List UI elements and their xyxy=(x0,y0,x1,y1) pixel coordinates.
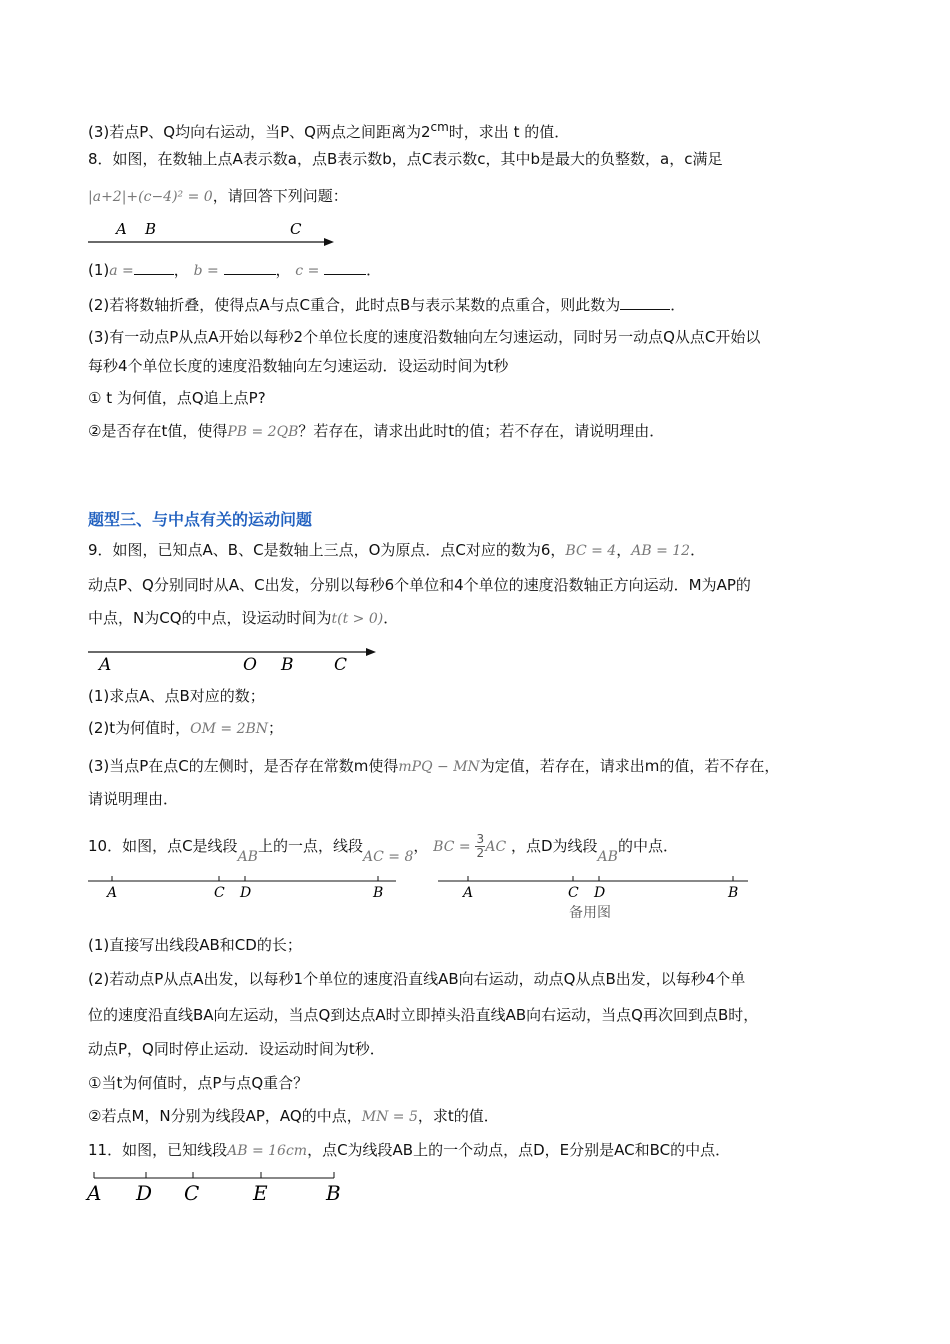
q11-label-d: D xyxy=(136,1181,153,1205)
q9-label-o: O xyxy=(243,655,257,675)
q8-blank-b[interactable] xyxy=(224,259,276,275)
q10-sub1: ①当t为何值时，点P与点Q重合？ xyxy=(88,1074,309,1092)
q8-part1: (1)a = ， b = ， c = ． xyxy=(88,261,382,279)
q8-blank-fold[interactable] xyxy=(620,294,670,310)
q11-label-a: A xyxy=(87,1181,102,1205)
q10-label-b: B xyxy=(373,885,384,901)
q9-part1: (1)求点A、点B对应的数； xyxy=(88,687,265,705)
q8-condition: |a+2|+(c−4)² = 0 xyxy=(88,189,213,205)
q8-blank-c[interactable] xyxy=(324,259,366,275)
q10-backup-figure xyxy=(438,874,750,902)
q10-label-a: A xyxy=(107,885,118,901)
q9-number-line xyxy=(88,640,380,676)
q10-sub2: ②若点M，N分别为线段AP，AQ的中点，MN = 5，求t的值． xyxy=(88,1107,499,1125)
q9-part3: (3)当点P在点C的左侧时，是否存在常数m使得mPQ − MN为定值，若存在，请求出m的值，若不存在， xyxy=(88,757,780,775)
q10-backup-label-a: A xyxy=(463,885,474,901)
q11-segment-figure xyxy=(84,1170,354,1206)
q10-part2-line2: 位的速度沿直线BA向左运动，当点Q到达点A时立即掉头沿直线AB向右运动，当点Q再次回到点B时， xyxy=(88,1006,759,1024)
q10-part1: (1)直接写出线段AB和CD的长； xyxy=(88,936,302,954)
q8-blank-a[interactable] xyxy=(134,259,174,275)
q8-label-b: B xyxy=(145,220,157,238)
q8-label-c: C xyxy=(290,220,302,238)
q11-label-c: C xyxy=(184,1181,200,1205)
q9-line2: 动点P、Q分别同时从A、C出发，分别以每秒6个单位和4个单位的速度沿数轴正方向运动．M为AP的 xyxy=(88,576,751,594)
q10-part2-line3: 动点P，Q同时停止运动．设运动时间为t秒． xyxy=(88,1040,385,1058)
q9-stem: 9．如图，已知点A、B、C是数轴上三点，O为原点．点C对应的数为6，BC = 4，AB = 12． xyxy=(88,541,706,559)
q10-stem: 10．如图，点C是线段AB上的一点，线段AC = 8， BC = $\frac{3}{2}$ AC ，点D为线段AB的中点． xyxy=(88,832,678,865)
q8-part3-line2: 每秒4个单位长度的速度沿数轴向左匀速运动．设运动时间为t秒 xyxy=(88,357,509,375)
q8-condition-line: |a+2|+(c−4)² = 0，请回答下列问题： xyxy=(88,187,348,205)
q10-label-c: C xyxy=(214,885,225,901)
q11-label-b: B xyxy=(326,1181,341,1205)
q9-label-c: C xyxy=(334,655,348,675)
q8-sub2: ②是否存在t值，使得PB = 2QB？若存在，请求出此时t的值；若不存在，请说明理由． xyxy=(88,422,665,440)
q10-backup-label-c: C xyxy=(568,885,579,901)
q9-line3: 中点，N为CQ的中点，设运动时间为t(t > 0)． xyxy=(88,609,399,627)
q9-part3-line2: 请说明理由． xyxy=(88,790,179,808)
q10-backup-label-b: B xyxy=(728,885,739,901)
q10-label-d: D xyxy=(240,885,252,901)
q9-part2: (2)t为何值时，OM = 2BN； xyxy=(88,719,284,737)
q8-stem: 8．如图，在数轴上点A表示数a，点B表示数b，点C表示数c，其中b是最大的负整数，a，c满足 xyxy=(88,150,723,168)
section-title: 题型三、与中点有关的运动问题 xyxy=(88,510,313,529)
q10-part2-line1: (2)若动点P从点A出发，以每秒1个单位的速度沿直线AB向右运动，动点Q从点B出发，以每秒4个单 xyxy=(88,970,746,988)
q10-backup-caption: 备用图 xyxy=(569,905,611,921)
q7-unit: cm xyxy=(430,120,449,134)
q9-label-a: A xyxy=(99,655,112,675)
q8-part2: (2)若将数轴折叠，使得点A与点C重合，此时点B与表示某数的点重合，则此数为 ． xyxy=(88,296,686,314)
q10-segment-figure xyxy=(88,874,400,902)
q11-label-e: E xyxy=(253,1181,268,1205)
q10-fraction: $\frac{3}{2}$ xyxy=(476,832,485,860)
q8-label-a: A xyxy=(116,220,127,238)
q8-sub1: ① t 为何值，点Q追上点P? xyxy=(88,389,266,407)
q10-backup-label-d: D xyxy=(594,885,606,901)
q8-part3-line1: (3)有一动点P从点A开始以每秒2个单位长度的速度沿数轴向左匀速运动，同时另一动点Q从点C开始以 xyxy=(88,328,761,346)
q7-part3: (3)若点P、Q均向右运动，当P、Q两点之间距离为$2^{cm}$时，求出 t 的值． xyxy=(88,120,570,141)
q8-number-line xyxy=(88,218,338,250)
q11-stem: 11．如图，已知线段AB = 16cm，点C为线段AB上的一个动点，点D，E分别是AC和BC的中点． xyxy=(88,1141,731,1159)
q9-label-b: B xyxy=(281,655,294,675)
